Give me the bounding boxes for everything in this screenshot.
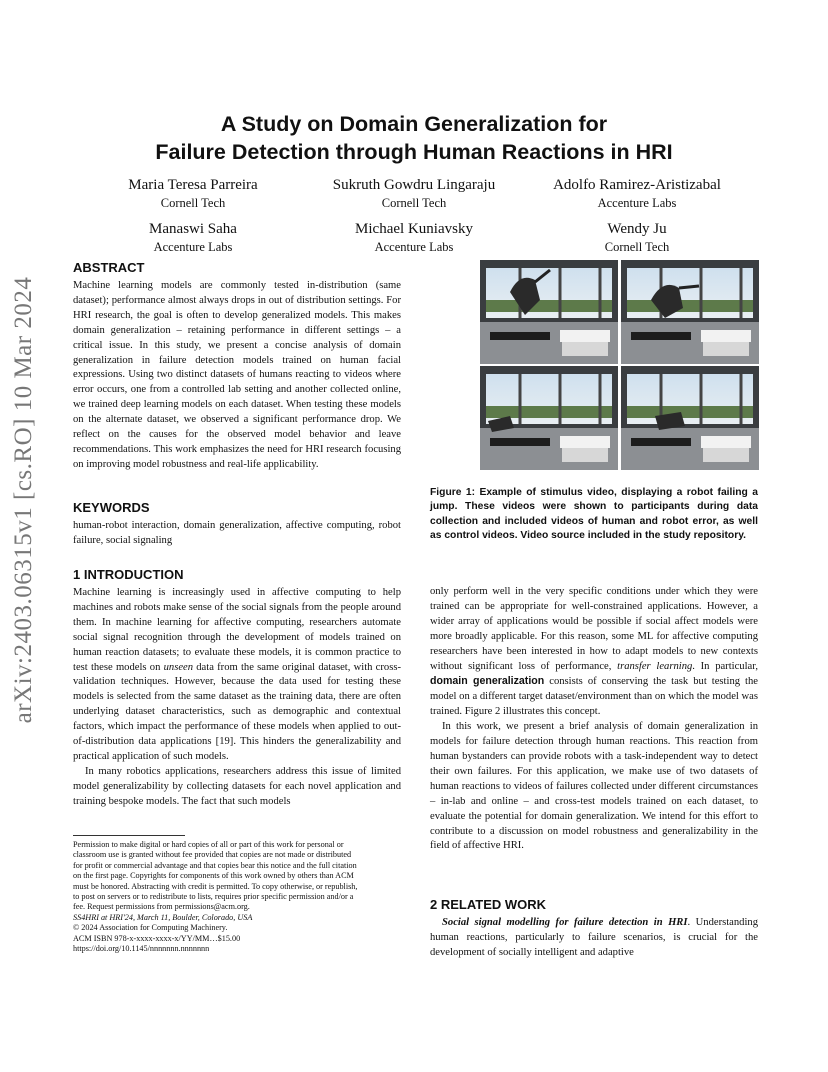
author-affiliation: Cornell Tech xyxy=(604,240,670,254)
author-affiliation: Cornell Tech xyxy=(381,196,447,210)
related-work-section xyxy=(430,897,758,961)
footnote-rule xyxy=(73,835,185,836)
video-frame xyxy=(621,260,759,364)
abstract-heading: ABSTRACT xyxy=(73,260,145,275)
keywords-heading: KEYWORDS xyxy=(73,500,150,515)
bold-term: domain generalization xyxy=(430,675,545,688)
doi-link[interactable]: https://doi.org/10.1145/nnnnnnn.nnnnnnn xyxy=(73,944,210,954)
abstract-text: Machine learning models are commonly tested in-distribution (same dataset); performance almost always drops in out of distribution settings. For HRI research, the goal is often to develop generalized models. This makes domain generalization – retaining performance in different settings – a critical issue. In this study, we present a concise analysis of domain generalization in failure detection models trained on human facial expressions. Using two distinct datasets of humans reacting to videos where error occurs, one from a controlled lab setting and another collected online, we trained deep learning models on each dataset. When testing these models on the alternate dataset, we observed a significant performance drop. We reflect on the causes for the observed model behavior and leave recommendations. This work emphasizes the need for HRI research focusing on improving model robustness and real-life applicability. xyxy=(73,280,401,470)
intro-paragraph: Machine learning is increasingly used in affective computing to help machines and robots make sense of the social signals from the people around them. In machine learning for affective computing, researchers automate social signal recognition through the development of models trained on human reaction datasets; to evaluate these models, it is common practice to test these models on unseen data from the same original dataset, with cross-validation techniques. However, because the data used for testing these models is selected from the same dataset as the training data, there are often underlying dataset characteristics, such as demographic and contextual factors, which impact the performance of these models when applied to out-of-distribution data applications [19]. This hinders the generalizability and practical application of such models. xyxy=(73,587,401,762)
author-affiliation: Accenture Labs xyxy=(374,240,454,254)
keywords-text: human-robot interaction, domain generalization, affective computing, robot failure, social signaling xyxy=(73,520,401,546)
author-block xyxy=(78,219,308,255)
paper-title xyxy=(80,110,748,166)
emphasis: transfer learning xyxy=(617,660,693,672)
intro-paragraph: In many robotics applications, researchers address this issue of limited model generalizability by collecting datasets for each novel application and training bespoke models. The fact that such models xyxy=(73,765,401,807)
figure-1-image xyxy=(480,260,759,470)
author-block xyxy=(522,219,752,255)
permission-block: Permission to make digital or hard copies of all or part of this work for personal or classroom use is granted without fee provided that copies are not made or distributed for profit or commercial advantage and that copies bear this notice and the full citation on the first page. Copyrights for components of this work owned by others than ACM must be honored. Abstracting with credit is permitted. To copy otherwise, or republish, to post on servers or to redistribute to lists, requires prior specific permission and/or a fee. Request permissions from permissions@acm.org. SS4HRI at HRI'24, March 11, Boulder, Colorado, USA © 2024 Association for Computing Machinery. ACM ISBN 978-x-xxxx-xxxx-x/YY/MM…$15.00 https://doi.org/10.1145/nnnnnnn.nnnnnnn xyxy=(73,840,401,954)
video-frame xyxy=(621,366,759,470)
emphasis: unseen xyxy=(163,661,194,673)
introduction-heading: 1 INTRODUCTION xyxy=(73,567,184,582)
related-work-heading: 2 RELATED WORK xyxy=(430,897,547,912)
author-affiliation: Accenture Labs xyxy=(597,196,677,210)
abstract-section xyxy=(73,260,401,473)
author-block xyxy=(299,219,529,255)
video-frame xyxy=(480,260,618,364)
author-name: Maria Teresa Parreira xyxy=(128,177,258,193)
title-line-2: Failure Detection through Human Reactions in HRI xyxy=(155,140,673,164)
author-name: Manaswi Saha xyxy=(149,221,237,237)
introduction-section xyxy=(73,567,401,810)
author-name: Adolfo Ramirez-Aristizabal xyxy=(553,177,721,193)
author-name: Michael Kuniavsky xyxy=(355,221,473,237)
video-frame xyxy=(480,366,618,470)
author-block xyxy=(299,175,529,211)
paragraph-lead: Social signal modelling for failure detection in HRI xyxy=(442,917,688,928)
intro-paragraph: only perform well in the very specific conditions under which they were trained can be appropriate for well-constrained applications. However, a wider array of applications would be possible if social affect models were more broadly applicable. For this reason, some ML for affective computing researchers have been interested in how to adapt models to new contexts without significant loss of performance, transfer learning. In particular, domain generalization consists of conserving the task but testing the model on a different target dataset/environment than on which the model was trained. Figure 2 illustrates this concept. xyxy=(430,586,758,718)
figure-1-caption: Figure 1: Example of stimulus video, displaying a robot failing a jump. These videos were shown to participants during data collection and included videos of human and robot error, as well as control videos. Video source included in the study repository. xyxy=(430,487,758,542)
arxiv-stamp: arXiv:2403.06315v1 [cs.RO] 10 Mar 2024 xyxy=(10,276,37,724)
author-name: Sukruth Gowdru Lingaraju xyxy=(332,177,496,193)
related-paragraph: Social signal modelling for failure detection in HRI. Understanding human reactions, particularly to failure scenarios, is crucial for the development of socially intelligent and adaptive xyxy=(430,917,758,958)
author-affiliation: Accenture Labs xyxy=(153,240,233,254)
title-line-1: A Study on Domain Generalization for xyxy=(220,112,608,136)
conference-line: SS4HRI at HRI'24, March 11, Boulder, Colorado, USA xyxy=(73,912,253,922)
intro-paragraph: In this work, we present a brief analysis of domain generalization in models for failure detection through human reactions. This reaction from human bystanders can provide robots with a task-independent way to detect their own failures. For this application, we make use of two datasets of human reactions to videos of failures collected under different circumstances – in-lab and online – and cross-test models trained on each dataset, to evaluate the potential for domain generalization. We intend for this effort to contribute to a discussion on model robustness and generalizability in the field of affective HRI. xyxy=(430,721,758,852)
author-block xyxy=(78,175,308,211)
introduction-continued xyxy=(430,585,758,854)
author-name: Wendy Ju xyxy=(607,221,667,237)
author-affiliation: Cornell Tech xyxy=(160,196,226,210)
author-block xyxy=(522,175,752,211)
introduction-body xyxy=(73,586,401,810)
keywords-section xyxy=(73,500,401,549)
